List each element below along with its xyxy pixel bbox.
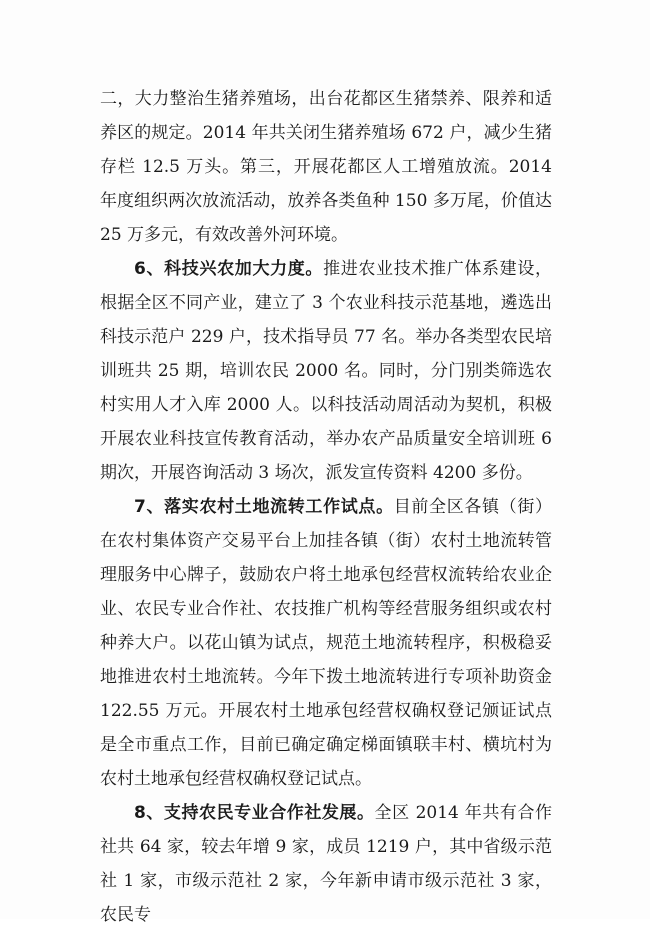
document-body [100, 82, 552, 932]
section-heading: 7、落实农村土地流转工作试点。 [134, 497, 394, 517]
paragraph-continuation [100, 82, 552, 252]
paragraph-section-6 [100, 252, 552, 490]
section-heading: 6、科技兴农加大力度。 [134, 259, 324, 279]
paragraph-text: 全区 2014 年共有合作社共 64 家，较去年增 9 家，成员 1219 户，其中省级示范社 1 家，市级示范社 2 家，今年新申请市级示范社 3 家，农民专 [100, 803, 552, 925]
section-heading: 8、支持农民专业合作社发展。 [134, 803, 375, 823]
paragraph-text: 二，大力整治生猪养殖场，出台花都区生猪禁养、限养和适养区的规定。2014 年共关闭生猪养殖场 672 户，减少生猪存栏 12.5 万头。第三，开展花都区人工增殖放流。2014 年度组织两次放流活动，放养各类鱼种 150 多万尾，价值达 25 万多元，有效改善外河环境。 [100, 89, 552, 245]
paragraph-section-8 [100, 796, 552, 932]
paragraph-text: 目前全区各镇（街）在农村集体资产交易平台上加挂各镇（街）农村土地流转管理服务中心牌子，鼓励农户将土地承包经营权流转给农业企业、农民专业合作社、农技推广机构等经营服务组织或农村种养大户。以花山镇为试点，规范土地流转程序，积极稳妥地推进农村土地流转。今年下拨土地流转进行专项补助资金 122.55 万元。开展农村土地承包经营权确权登记颁证试点是全市重点工作，目前已确定确定梯面镇联丰村、横坑村为农村土地承包经营权确权登记试点。 [100, 497, 553, 789]
paragraph-text: 推进农业技术推广体系建设，根据全区不同产业，建立了 3 个农业科技示范基地，遴选出科技示范户 229 户，技术指导员 77 名。举办各类型农民培训班共 25 期，培训农民 2000 名。同时，分门别类筛选农村实用人才入库 2000 人。以科技活动周活动为契机，积极开展农业科技宣传教育活动，举办农产品质量安全培训班 6 期次，开展咨询活动 3 场次，派发宣传资料 4200 多份。 [100, 259, 552, 483]
paragraph-section-7 [100, 490, 552, 796]
